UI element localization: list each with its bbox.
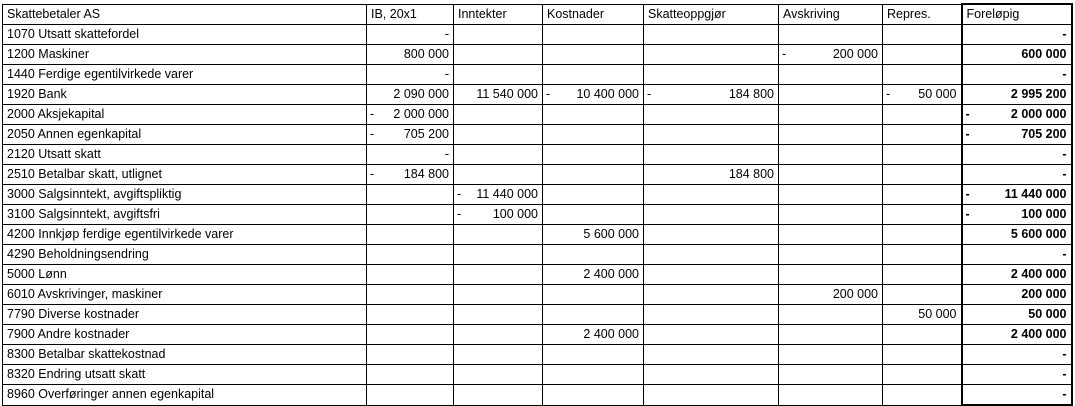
cell-kostnader[interactable]: [543, 345, 644, 365]
cell-skatteoppgjor[interactable]: [644, 245, 779, 265]
negative-sign: -: [965, 207, 970, 221]
cell-skatteoppgjor[interactable]: [644, 205, 779, 225]
negative-sign: -: [457, 187, 462, 201]
cell-repres[interactable]: [883, 325, 962, 345]
table-row: [3, 105, 1072, 125]
cell-account[interactable]: 2120 Utsatt skatt: [3, 145, 367, 165]
cell-value: 200 000: [1021, 287, 1067, 301]
column-header-skatteoppgjor[interactable]: Skatteoppgjør: [644, 4, 779, 25]
cell-value: 11 540 000: [476, 87, 538, 101]
cell-value: 100 000: [1021, 207, 1067, 221]
cell-account[interactable]: 8960 Overføringer annen egenkapital: [3, 385, 367, 406]
cell-inntekter[interactable]: [454, 25, 543, 45]
cell-forelopig[interactable]: [962, 85, 1072, 105]
cell-avskriving[interactable]: [779, 285, 883, 305]
column-header-ib[interactable]: IB, 20x1: [367, 4, 454, 25]
table-row: [3, 205, 1072, 225]
cell-kostnader[interactable]: [543, 25, 644, 45]
cell-avskriving[interactable]: [779, 265, 883, 285]
negative-sign: -: [647, 87, 652, 101]
column-header-repres[interactable]: Repres.: [883, 4, 962, 25]
cell-avskriving[interactable]: [779, 305, 883, 325]
cell-kostnader[interactable]: [543, 205, 644, 225]
column-header-forelopig[interactable]: Foreløpig: [962, 4, 1072, 25]
cell-value: 2 090 000: [393, 87, 449, 101]
spreadsheet: [2, 3, 1073, 406]
cell-inntekter[interactable]: [454, 165, 543, 185]
ledger-body: [3, 25, 1072, 406]
cell-ib[interactable]: [367, 285, 454, 305]
cell-forelopig[interactable]: [962, 165, 1072, 185]
cell-value: 2 400 000: [1010, 327, 1067, 341]
negative-sign: -: [457, 207, 462, 221]
cell-value: 200 000: [832, 47, 878, 61]
cell-value: 2 400 000: [583, 267, 639, 281]
cell-value: 11 440 000: [476, 187, 538, 201]
negative-sign: -: [886, 87, 891, 101]
cell-account[interactable]: 8320 Endring utsatt skatt: [3, 365, 367, 385]
cell-inntekter[interactable]: [454, 45, 543, 65]
cell-account[interactable]: 3000 Salgsinntekt, avgiftspliktig: [3, 185, 367, 205]
cell-inntekter[interactable]: [454, 265, 543, 285]
cell-skatteoppgjor[interactable]: [644, 165, 779, 185]
cell-repres[interactable]: [883, 165, 962, 185]
cell-ib[interactable]: [367, 185, 454, 205]
cell-inntekter[interactable]: [454, 85, 543, 105]
column-header-inntekter[interactable]: Inntekter: [454, 4, 543, 25]
cell-forelopig[interactable]: [962, 305, 1072, 325]
cell-skatteoppgjor[interactable]: [644, 105, 779, 125]
cell-ib[interactable]: [367, 265, 454, 285]
cell-forelopig[interactable]: [962, 45, 1072, 65]
table-row: [3, 45, 1072, 65]
cell-account[interactable]: 7790 Diverse kostnader: [3, 305, 367, 325]
cell-forelopig[interactable]: [962, 285, 1072, 305]
cell-value: 2 995 200: [1010, 87, 1067, 101]
cell-kostnader[interactable]: [543, 165, 644, 185]
cell-ib[interactable]: [367, 225, 454, 245]
cell-value: 600 000: [1021, 47, 1067, 61]
cell-value: 184 800: [403, 167, 449, 181]
cell-account[interactable]: 1200 Maskiner: [3, 45, 367, 65]
cell-repres[interactable]: [883, 365, 962, 385]
cell-value: 10 400 000: [576, 87, 639, 101]
cell-skatteoppgjor[interactable]: [644, 265, 779, 285]
cell-value: -: [1062, 27, 1067, 41]
table-row: [3, 245, 1072, 265]
cell-skatteoppgjor[interactable]: [644, 65, 779, 85]
cell-ib[interactable]: [367, 385, 454, 406]
cell-ib[interactable]: [367, 45, 454, 65]
cell-value: -: [1062, 147, 1067, 161]
ledger-table: [2, 3, 1073, 406]
cell-forelopig[interactable]: [962, 205, 1072, 225]
cell-inntekter[interactable]: [454, 105, 543, 125]
cell-value: 705 200: [1021, 127, 1067, 141]
cell-account[interactable]: 6010 Avskrivinger, maskiner: [3, 285, 367, 305]
cell-repres[interactable]: [883, 45, 962, 65]
cell-value: 5 600 000: [583, 227, 639, 241]
cell-value: 50 000: [918, 87, 957, 101]
cell-account[interactable]: 1070 Utsatt skattefordel: [3, 25, 367, 45]
cell-inntekter[interactable]: [454, 205, 543, 225]
cell-forelopig[interactable]: [962, 225, 1072, 245]
cell-forelopig[interactable]: [962, 125, 1072, 145]
cell-forelopig[interactable]: [962, 245, 1072, 265]
table-row: [3, 285, 1072, 305]
cell-avskriving[interactable]: [779, 225, 883, 245]
table-row: [3, 265, 1072, 285]
cell-kostnader[interactable]: [543, 125, 644, 145]
cell-repres[interactable]: [883, 65, 962, 85]
cell-avskriving[interactable]: [779, 165, 883, 185]
cell-account[interactable]: 4290 Beholdningsendring: [3, 245, 367, 265]
cell-ib[interactable]: [367, 205, 454, 225]
cell-value: -: [444, 147, 449, 161]
cell-value: 11 440 000: [1004, 187, 1067, 201]
cell-avskriving[interactable]: [779, 125, 883, 145]
cell-ib[interactable]: [367, 325, 454, 345]
table-row: [3, 385, 1072, 406]
cell-account[interactable]: 3100 Salgsinntekt, avgiftsfri: [3, 205, 367, 225]
cell-kostnader[interactable]: [543, 245, 644, 265]
cell-avskriving[interactable]: [779, 105, 883, 125]
cell-account[interactable]: 2510 Betalbar skatt, utlignet: [3, 165, 367, 185]
cell-inntekter[interactable]: [454, 345, 543, 365]
cell-skatteoppgjor[interactable]: [644, 385, 779, 406]
cell-ib[interactable]: [367, 65, 454, 85]
negative-sign: -: [370, 167, 375, 181]
cell-ib[interactable]: [367, 165, 454, 185]
cell-repres[interactable]: [883, 125, 962, 145]
cell-inntekter[interactable]: [454, 365, 543, 385]
table-row: [3, 325, 1072, 345]
cell-avskriving[interactable]: [779, 205, 883, 225]
cell-account[interactable]: 7900 Andre kostnader: [3, 325, 367, 345]
cell-forelopig[interactable]: [962, 25, 1072, 45]
table-row: [3, 305, 1072, 325]
cell-ib[interactable]: [367, 345, 454, 365]
header-row: [3, 4, 1072, 25]
cell-account[interactable]: 8300 Betalbar skattekostnad: [3, 345, 367, 365]
cell-repres[interactable]: [883, 305, 962, 325]
cell-value: -: [444, 67, 449, 81]
cell-value: 184 800: [728, 167, 774, 181]
cell-kostnader[interactable]: [543, 85, 644, 105]
cell-value: 200 000: [832, 287, 878, 301]
cell-skatteoppgjor[interactable]: [644, 285, 779, 305]
table-row: [3, 65, 1072, 85]
cell-skatteoppgjor[interactable]: [644, 345, 779, 365]
cell-kostnader[interactable]: [543, 185, 644, 205]
cell-kostnader[interactable]: [543, 265, 644, 285]
cell-repres[interactable]: [883, 25, 962, 45]
cell-inntekter[interactable]: [454, 65, 543, 85]
cell-skatteoppgjor[interactable]: [644, 145, 779, 165]
cell-ib[interactable]: [367, 125, 454, 145]
cell-repres[interactable]: [883, 265, 962, 285]
cell-inntekter[interactable]: [454, 285, 543, 305]
cell-account[interactable]: 2000 Aksjekapital: [3, 105, 367, 125]
table-row: [3, 165, 1072, 185]
cell-kostnader[interactable]: [543, 225, 644, 245]
cell-value: 800 000: [403, 47, 449, 61]
cell-skatteoppgjor[interactable]: [644, 365, 779, 385]
cell-repres[interactable]: [883, 185, 962, 205]
cell-account[interactable]: 2050 Annen egenkapital: [3, 125, 367, 145]
cell-avskriving[interactable]: [779, 385, 883, 406]
cell-avskriving[interactable]: [779, 45, 883, 65]
negative-sign: -: [546, 87, 551, 101]
cell-value: 2 400 000: [583, 327, 639, 341]
cell-skatteoppgjor[interactable]: [644, 185, 779, 205]
cell-kostnader[interactable]: [543, 325, 644, 345]
cell-kostnader[interactable]: [543, 365, 644, 385]
cell-repres[interactable]: [883, 225, 962, 245]
table-row: [3, 225, 1072, 245]
negative-sign: -: [965, 107, 970, 121]
cell-value: 50 000: [1028, 307, 1067, 321]
table-row: [3, 185, 1072, 205]
cell-forelopig[interactable]: [962, 185, 1072, 205]
cell-ib[interactable]: [367, 245, 454, 265]
cell-forelopig[interactable]: [962, 385, 1072, 406]
cell-value: 705 200: [403, 127, 449, 141]
cell-ib[interactable]: [367, 145, 454, 165]
cell-kostnader[interactable]: [543, 285, 644, 305]
negative-sign: -: [782, 47, 787, 61]
cell-value: 50 000: [918, 307, 957, 321]
cell-repres[interactable]: [883, 385, 962, 406]
cell-repres[interactable]: [883, 345, 962, 365]
cell-inntekter[interactable]: [454, 145, 543, 165]
cell-inntekter[interactable]: [454, 325, 543, 345]
cell-skatteoppgjor[interactable]: [644, 25, 779, 45]
cell-value: 2 000 000: [393, 107, 449, 121]
cell-avskriving[interactable]: [779, 185, 883, 205]
cell-account[interactable]: 5000 Lønn: [3, 265, 367, 285]
cell-value: -: [444, 27, 449, 41]
cell-skatteoppgjor[interactable]: [644, 305, 779, 325]
column-header-kostnader[interactable]: Kostnader: [543, 4, 644, 25]
cell-value: -: [1062, 247, 1067, 261]
cell-value: -: [1062, 67, 1067, 81]
cell-repres[interactable]: [883, 85, 962, 105]
cell-inntekter[interactable]: [454, 185, 543, 205]
negative-sign: -: [965, 127, 970, 141]
cell-account[interactable]: 1440 Ferdige egentilvirkede varer: [3, 65, 367, 85]
cell-skatteoppgjor[interactable]: [644, 45, 779, 65]
cell-forelopig[interactable]: [962, 65, 1072, 85]
cell-value: 5 600 000: [1010, 227, 1067, 241]
table-row: [3, 365, 1072, 385]
cell-forelopig[interactable]: [962, 365, 1072, 385]
cell-avskriving[interactable]: [779, 365, 883, 385]
table-row: [3, 345, 1072, 365]
cell-forelopig[interactable]: [962, 345, 1072, 365]
cell-avskriving[interactable]: [779, 145, 883, 165]
cell-value: 184 800: [728, 87, 774, 101]
table-row: [3, 145, 1072, 165]
cell-inntekter[interactable]: [454, 385, 543, 406]
cell-value: 2 400 000: [1010, 267, 1067, 281]
cell-value: -: [1062, 347, 1067, 361]
cell-repres[interactable]: [883, 105, 962, 125]
cell-kostnader[interactable]: [543, 105, 644, 125]
cell-skatteoppgjor[interactable]: [644, 85, 779, 105]
cell-account[interactable]: 4200 Innkjøp ferdige egentilvirkede varer: [3, 225, 367, 245]
cell-skatteoppgjor[interactable]: [644, 225, 779, 245]
cell-avskriving[interactable]: [779, 85, 883, 105]
table-row: [3, 125, 1072, 145]
cell-ib[interactable]: [367, 85, 454, 105]
cell-value: -: [1062, 387, 1067, 401]
cell-inntekter[interactable]: [454, 305, 543, 325]
cell-value: -: [1062, 167, 1067, 181]
cell-ib[interactable]: [367, 25, 454, 45]
cell-repres[interactable]: [883, 245, 962, 265]
cell-avskriving[interactable]: [779, 245, 883, 265]
cell-repres[interactable]: [883, 145, 962, 165]
cell-kostnader[interactable]: [543, 45, 644, 65]
cell-avskriving[interactable]: [779, 345, 883, 365]
table-row: [3, 85, 1072, 105]
cell-avskriving[interactable]: [779, 65, 883, 85]
column-header-account[interactable]: Skattebetaler AS: [3, 4, 367, 25]
negative-sign: -: [370, 127, 375, 141]
negative-sign: -: [965, 187, 970, 201]
column-header-avskriving[interactable]: Avskriving: [779, 4, 883, 25]
cell-kostnader[interactable]: [543, 65, 644, 85]
table-row: [3, 25, 1072, 45]
cell-inntekter[interactable]: [454, 125, 543, 145]
cell-avskriving[interactable]: [779, 25, 883, 45]
cell-skatteoppgjor[interactable]: [644, 325, 779, 345]
cell-forelopig[interactable]: [962, 105, 1072, 125]
cell-avskriving[interactable]: [779, 325, 883, 345]
cell-kostnader[interactable]: [543, 145, 644, 165]
cell-inntekter[interactable]: [454, 225, 543, 245]
cell-ib[interactable]: [367, 305, 454, 325]
negative-sign: -: [370, 107, 375, 121]
cell-value: 100 000: [492, 207, 538, 221]
cell-skatteoppgjor[interactable]: [644, 125, 779, 145]
cell-ib[interactable]: [367, 105, 454, 125]
cell-repres[interactable]: [883, 285, 962, 305]
cell-value: -: [1062, 367, 1067, 381]
cell-forelopig[interactable]: [962, 145, 1072, 165]
cell-value: 2 000 000: [1010, 107, 1067, 121]
cell-kostnader[interactable]: [543, 305, 644, 325]
cell-account[interactable]: 1920 Bank: [3, 85, 367, 105]
cell-ib[interactable]: [367, 365, 454, 385]
cell-repres[interactable]: [883, 205, 962, 225]
cell-inntekter[interactable]: [454, 245, 543, 265]
cell-forelopig[interactable]: [962, 325, 1072, 345]
cell-forelopig[interactable]: [962, 265, 1072, 285]
cell-kostnader[interactable]: [543, 385, 644, 406]
